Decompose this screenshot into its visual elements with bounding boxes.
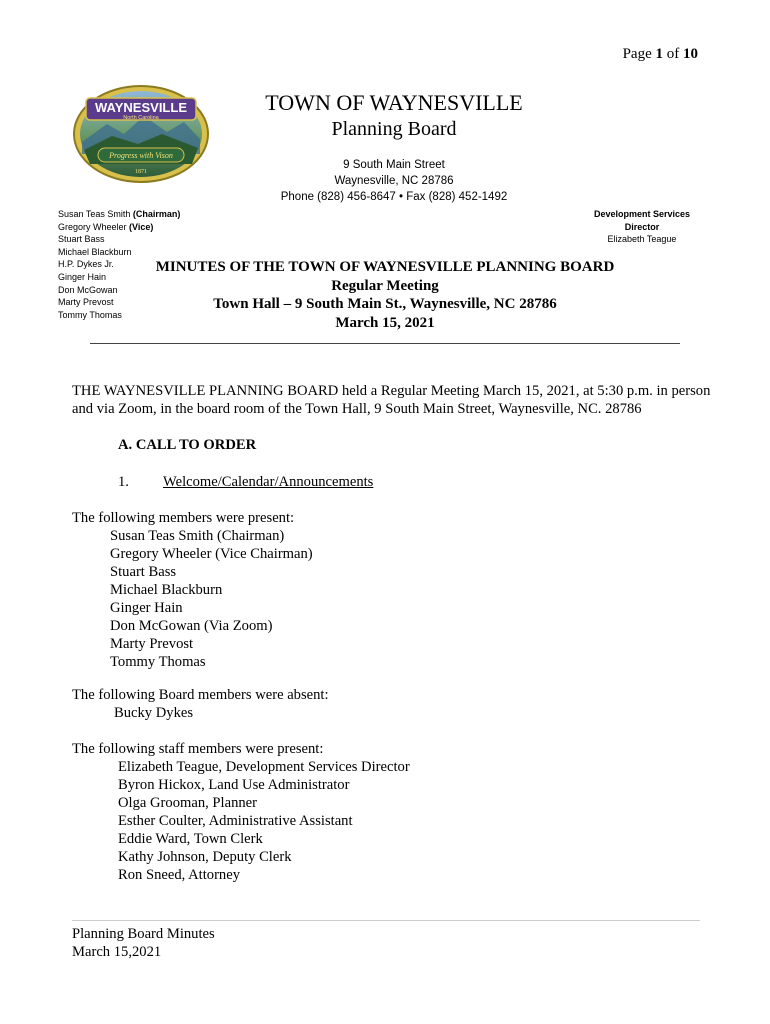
logo-year: 1871 (135, 169, 147, 175)
list-item: Susan Teas Smith (Chairman) (110, 528, 285, 544)
members-present-section (72, 509, 313, 671)
member-item: Michael Blackburn (58, 246, 132, 257)
list-item: Bucky Dykes (114, 705, 194, 721)
member-item: Marty Prevost (58, 297, 114, 308)
page-number (623, 46, 698, 63)
dev-services-name: Elizabeth Teague (607, 234, 677, 245)
member-item: Gregory Wheeler (Vice) (58, 221, 154, 232)
footer-line-2: March 15,2021 (72, 944, 162, 960)
phone-fax-line: Phone (828) 456-8647 • Fax (828) 452-1492 (280, 191, 508, 203)
staff-present-section (72, 740, 410, 884)
development-services-block (594, 208, 690, 246)
meeting-date: March 15, 2021 (335, 314, 435, 331)
member-item: Tommy Thomas (58, 309, 122, 320)
list-item: Kathy Johnson, Deputy Clerk (118, 849, 292, 865)
item-number: 1. (118, 474, 129, 490)
meeting-type: Regular Meeting (331, 277, 439, 294)
member-item: Susan Teas Smith (Chairman) (58, 209, 181, 219)
address-line-2: Waynesville, NC 28786 (334, 175, 454, 187)
member-item: Don McGowan (58, 284, 118, 295)
dev-services-line2: Director (624, 221, 660, 232)
present-heading: The following members were present: (72, 510, 295, 526)
minutes-title: MINUTES OF THE TOWN OF WAYNESVILLE PLANNING BOARD (155, 259, 615, 275)
list-item: Ron Sneed, Attorney (118, 867, 241, 883)
member-item: H.P. Dykes Jr. (58, 259, 114, 270)
staff-heading: The following staff members were present: (72, 741, 324, 757)
list-item: Ginger Hain (110, 600, 183, 616)
members-absent-section (72, 686, 329, 722)
absent-heading: The following Board members were absent: (72, 687, 329, 703)
list-item: Olga Grooman, Planner (118, 795, 258, 811)
logo-state: North Carolina (123, 115, 159, 121)
footer-divider (72, 920, 700, 921)
list-item: Marty Prevost (110, 636, 194, 652)
item-label: Welcome/Calendar/Announcements (163, 474, 374, 490)
list-item: Gregory Wheeler (Vice Chairman) (110, 546, 313, 562)
section-heading-call-to-order: A. CALL TO ORDER (118, 437, 257, 453)
list-item: Don McGowan (Via Zoom) (110, 618, 273, 634)
minutes-heading (150, 258, 620, 332)
page-prefix: Page (622, 46, 652, 62)
list-item: Esther Coulter, Administrative Assistant (118, 813, 353, 829)
list-item: Elizabeth Teague, Development Services Director (118, 759, 410, 775)
member-item: Ginger Hain (58, 271, 107, 282)
address-line-1: 9 South Main Street (343, 159, 445, 171)
list-item: Eddie Ward, Town Clerk (118, 831, 263, 847)
list-item: Michael Blackburn (110, 582, 223, 598)
logo-town-name: WAYNESVILLE (95, 100, 187, 115)
page-footer (72, 925, 215, 961)
member-item: Stuart Bass (58, 234, 105, 245)
dev-services-line1: Development Services (593, 209, 690, 219)
page-total: 10 (683, 46, 698, 62)
intro-paragraph: THE WAYNESVILLE PLANNING BOARD held a Regular Meeting March 15, 2021, at 5:30 p.m. in person and via Zoom, in the board room of the Town Hall, 9 South Main Street, Waynesville, NC. 28786 (72, 383, 711, 417)
page-current: 1 (655, 46, 663, 62)
page-of: of (666, 46, 680, 62)
footer-line-1: Planning Board Minutes (72, 926, 215, 942)
board-title: Planning Board (331, 118, 457, 140)
list-item: Tommy Thomas (110, 654, 206, 670)
list-item: Stuart Bass (110, 564, 177, 580)
town-title: TOWN OF WAYNESVILLE (265, 90, 523, 115)
meeting-location: Town Hall – 9 South Main St., Waynesville, NC 28786 (213, 296, 557, 312)
header-divider (90, 343, 680, 344)
list-item: Byron Hickox, Land Use Administrator (118, 777, 350, 793)
logo-slogan: Progress with Vison (109, 151, 173, 160)
